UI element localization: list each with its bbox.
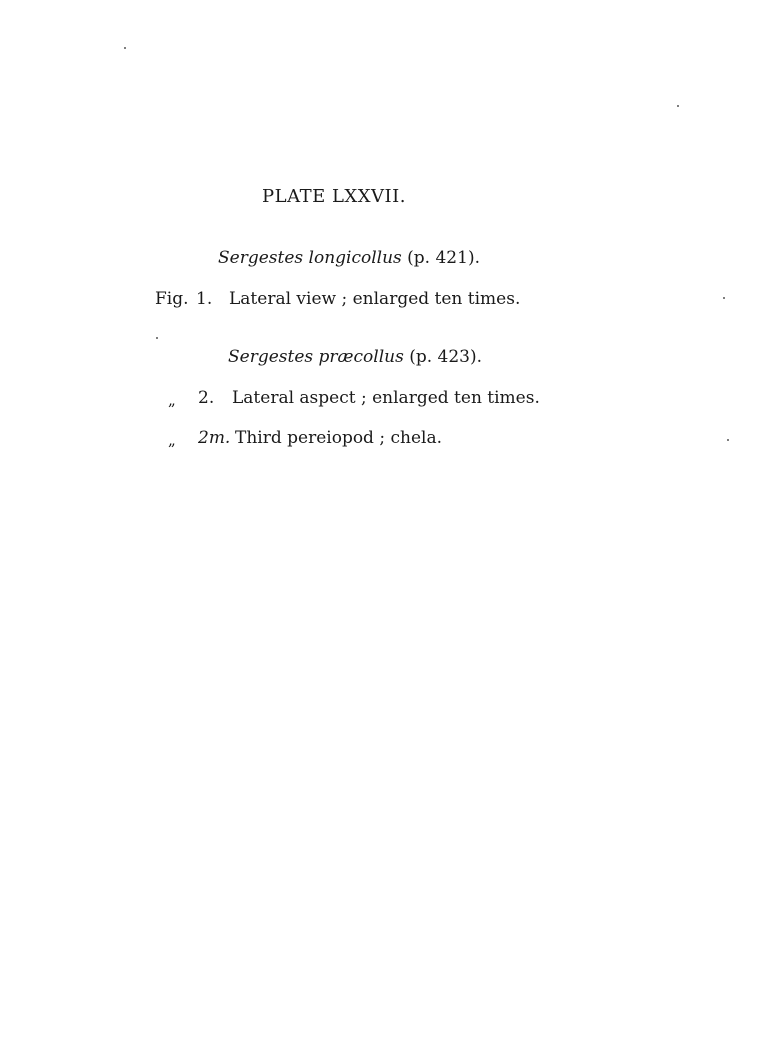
figure-number: 1.: [196, 289, 213, 309]
page-reference: (p. 421).: [401, 248, 480, 268]
figure-description: Lateral view ; enlarged ten times.: [229, 289, 521, 309]
species-heading: [228, 347, 482, 367]
page-reference: (p. 423).: [403, 347, 483, 367]
scan-speck: [156, 337, 158, 339]
figure-number: 2.: [198, 388, 215, 408]
figure-caption: [0, 289, 776, 313]
figure-caption: [0, 388, 776, 412]
plate-title: PLATE LXXVII.: [262, 186, 406, 207]
scan-speck: [723, 297, 725, 299]
scan-speck: [124, 47, 126, 49]
ditto-mark: „: [168, 391, 176, 409]
scan-speck: [677, 105, 679, 107]
species-heading: [218, 248, 480, 268]
figure-description: Lateral aspect ; enlarged ten times.: [232, 388, 540, 408]
figure-caption: [0, 428, 776, 452]
figure-lead: Fig.: [155, 289, 189, 309]
figure-number: 2m.: [198, 428, 231, 448]
figure-description: Third pereiopod ; chela.: [235, 428, 442, 448]
species-name: Sergestes præcollus: [228, 347, 404, 367]
scan-speck: [727, 439, 729, 441]
species-name: Sergestes longicollus: [218, 248, 402, 268]
ditto-mark: „: [168, 431, 176, 449]
